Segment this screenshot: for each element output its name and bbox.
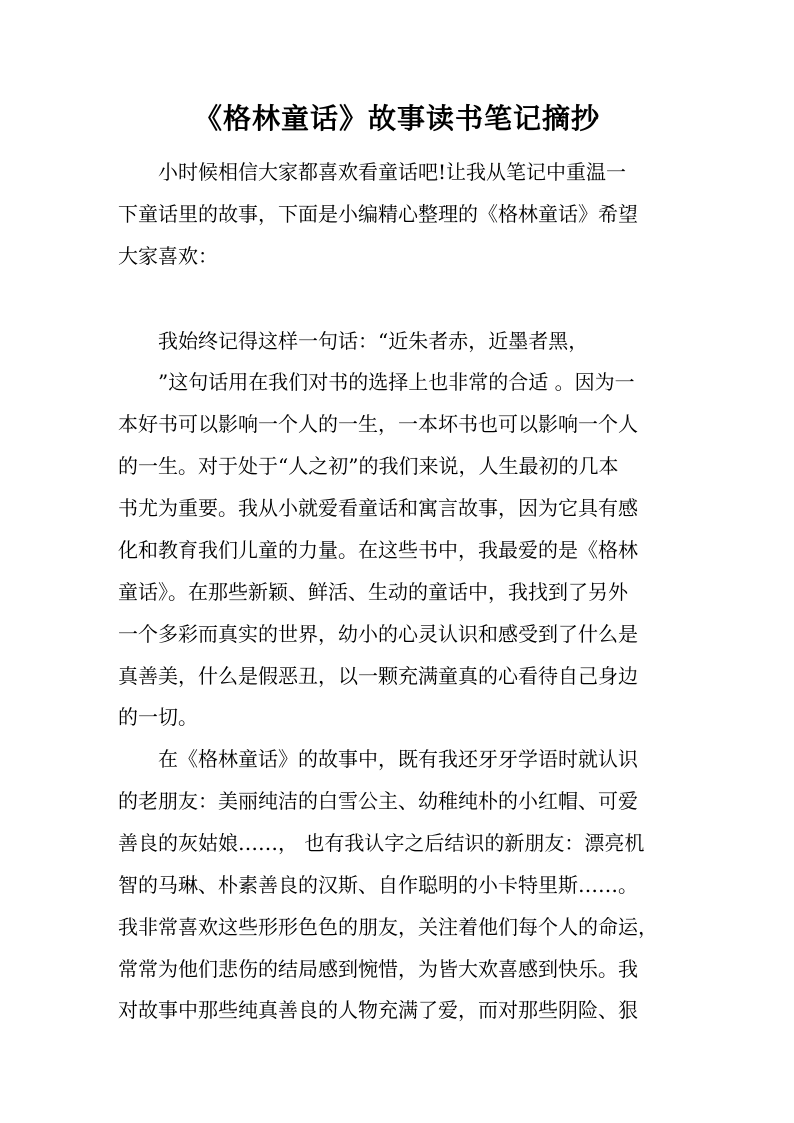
paragraph-line: 我始终记得这样一句话：“近朱者赤，近墨者黑， — [118, 329, 589, 353]
paragraph-line: ”这句话用在我们对书的选择上也非常的合适 。因为一 — [118, 370, 635, 394]
paragraph-line: 大家喜欢： — [118, 244, 218, 268]
paragraph-line: 智的马琳、朴素善良的汉斯、自作聪明的小卡特里斯……。 — [118, 873, 638, 897]
paragraph-line: 在《格林童话》的故事中，既有我还牙牙学语时就认识 — [118, 747, 638, 771]
paragraph-line: 小时候相信大家都喜欢看童话吧!让我从笔记中重温一 — [118, 160, 627, 184]
paragraph-line: 下童话里的故事，下面是小编精心整理的《格林童话》希望 — [118, 202, 638, 226]
paragraph-line: 对故事中那些纯真善良的人物充满了爱，而对那些阴险、狠 — [118, 998, 638, 1022]
paragraph-line: 我非常喜欢这些形形色色的朋友，关注着他们每个人的命运， — [118, 915, 658, 939]
paragraph-line: 的老朋友：美丽纯洁的白雪公主、幼稚纯朴的小红帽、可爱 — [118, 789, 638, 813]
paragraph-line: 一个多彩而真实的世界，幼小的心灵认识和感受到了什么是 — [118, 622, 638, 646]
paragraph-line: 童话》。在那些新颖、鲜活、生动的童话中，我找到了另外 — [118, 580, 628, 604]
paragraph-line: 化和教育我们儿童的力量。在这些书中，我最爱的是《格林 — [118, 538, 638, 562]
paragraph-line: 本好书可以影响一个人的一生，一本坏书也可以影响一个人 — [118, 412, 638, 436]
document-title: 《格林童话》故事读书笔记摘抄 — [193, 102, 600, 135]
paragraph-line: 常常为他们悲伤的结局感到惋惜，为皆大欢喜感到快乐。我 — [118, 957, 638, 981]
paragraph-line: 真善美，什么是假恶丑，以一颗充满童真的心看待自己身边 — [118, 664, 638, 688]
paragraph-line: 的一切。 — [118, 705, 198, 729]
paragraph-line: 善良的灰姑娘……， 也有我认字之后结识的新朋友：漂亮机 — [118, 831, 645, 855]
paragraph-line: 的一生。对于处于“人之初”的我们来说，人生最初的几本 — [118, 454, 619, 478]
paragraph-line: 书尤为重要。我从小就爱看童话和寓言故事，因为它具有感 — [118, 496, 638, 520]
